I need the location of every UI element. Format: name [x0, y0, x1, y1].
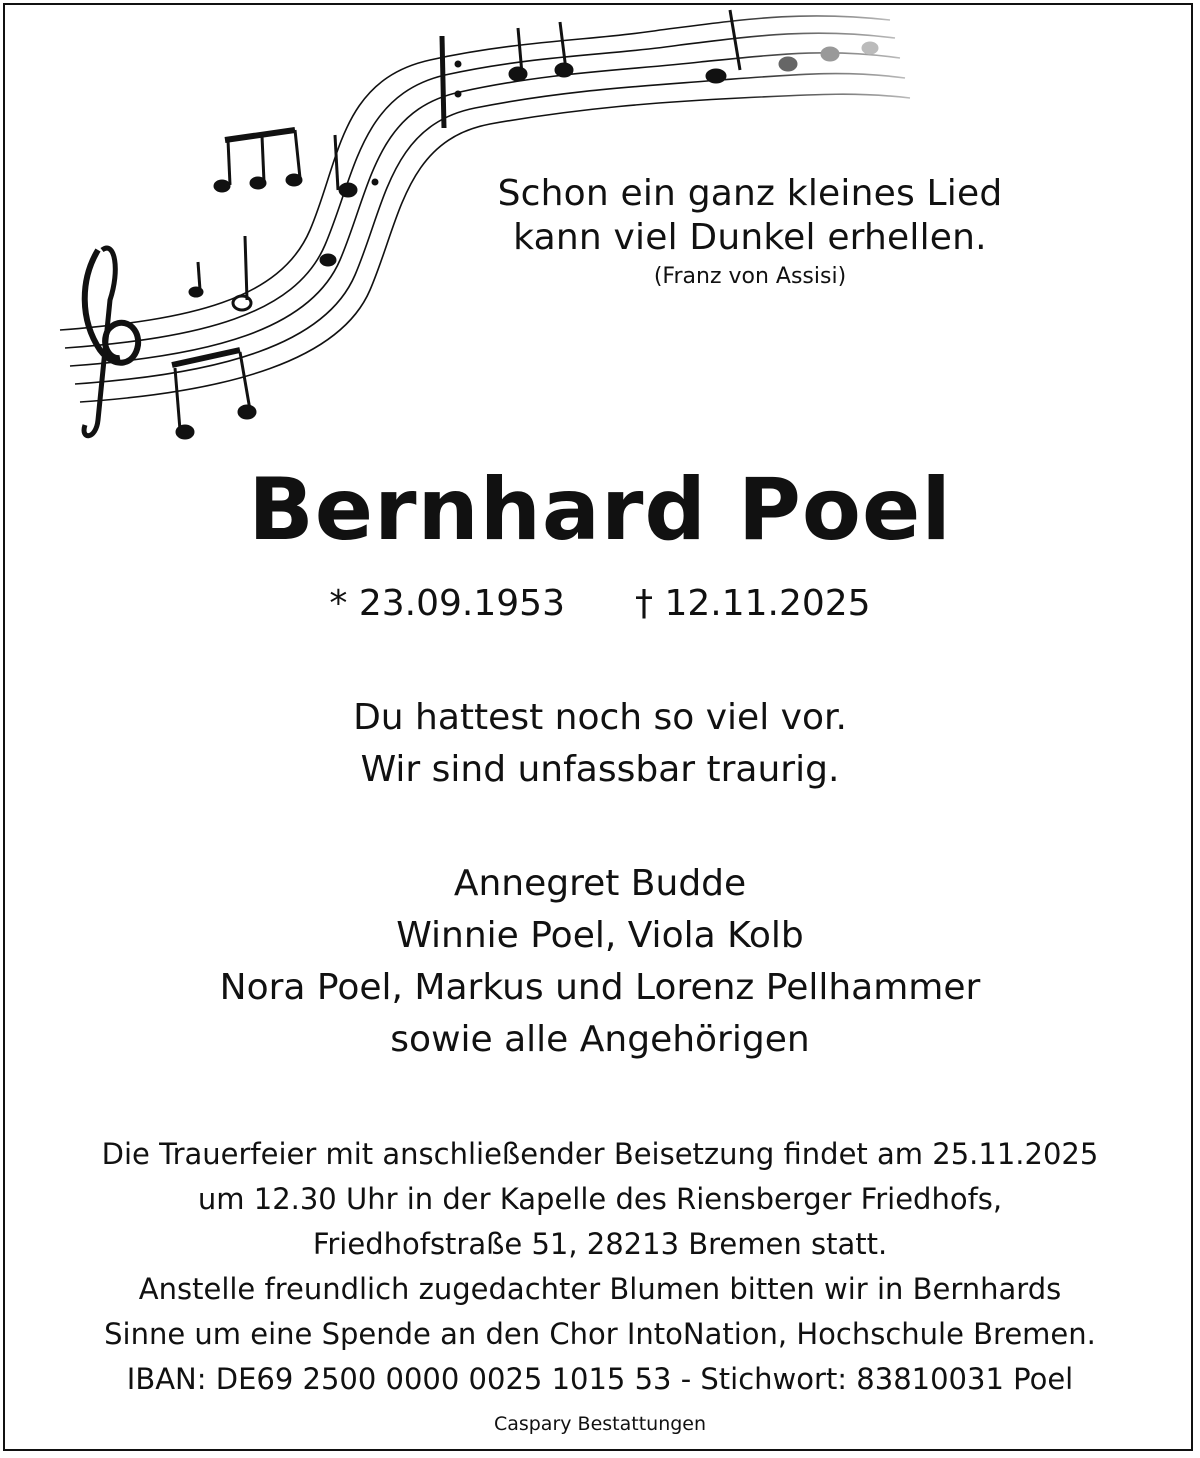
info-line: Friedhofstraße 51, 28213 Bremen statt.: [312, 1227, 888, 1261]
info-line: um 12.30 Uhr in der Kapelle des Riensberger Friedhofs,: [197, 1182, 1003, 1216]
message-line: Du hattest noch so viel vor.: [353, 697, 847, 738]
mourner-line: sowie alle Angehörigen: [390, 1019, 810, 1060]
deceased-name: Bernhard Poel: [248, 460, 952, 560]
info-line: Anstelle freundlich zugedachter Blumen bitten wir in Bernhards: [138, 1272, 1062, 1306]
funeral-home: Caspary Bestattungen: [493, 1413, 707, 1435]
info-line: Die Trauerfeier mit anschließender Beisetzung findet am 25.11.2025: [101, 1137, 1099, 1171]
death-date: † 12.11.2025: [635, 583, 871, 624]
ceremony-info: [0, 1132, 1200, 1402]
message-line: Wir sind unfassbar traurig.: [360, 749, 840, 790]
quote-author: (Franz von Assisi): [653, 264, 847, 289]
mourning-message: [0, 692, 1200, 796]
birth-date: * 23.09.1953: [329, 583, 565, 624]
info-line: Sinne um eine Spende an den Chor IntoNation, Hochschule Bremen.: [104, 1317, 1096, 1351]
mourners-list: [0, 858, 1200, 1066]
quote-block: [430, 172, 1070, 292]
info-line: IBAN: DE69 2500 0000 0025 1015 53 - Stichwort: 83810031 Poel: [126, 1362, 1074, 1396]
quote-line: kann viel Dunkel erhellen.: [513, 217, 987, 258]
mourner-line: Nora Poel, Markus und Lorenz Pellhammer: [219, 967, 981, 1008]
mourner-line: Annegret Budde: [453, 863, 747, 904]
life-dates: [0, 580, 1200, 628]
quote-line: Schon ein ganz kleines Lied: [497, 173, 1003, 214]
mourner-line: Winnie Poel, Viola Kolb: [396, 915, 804, 956]
